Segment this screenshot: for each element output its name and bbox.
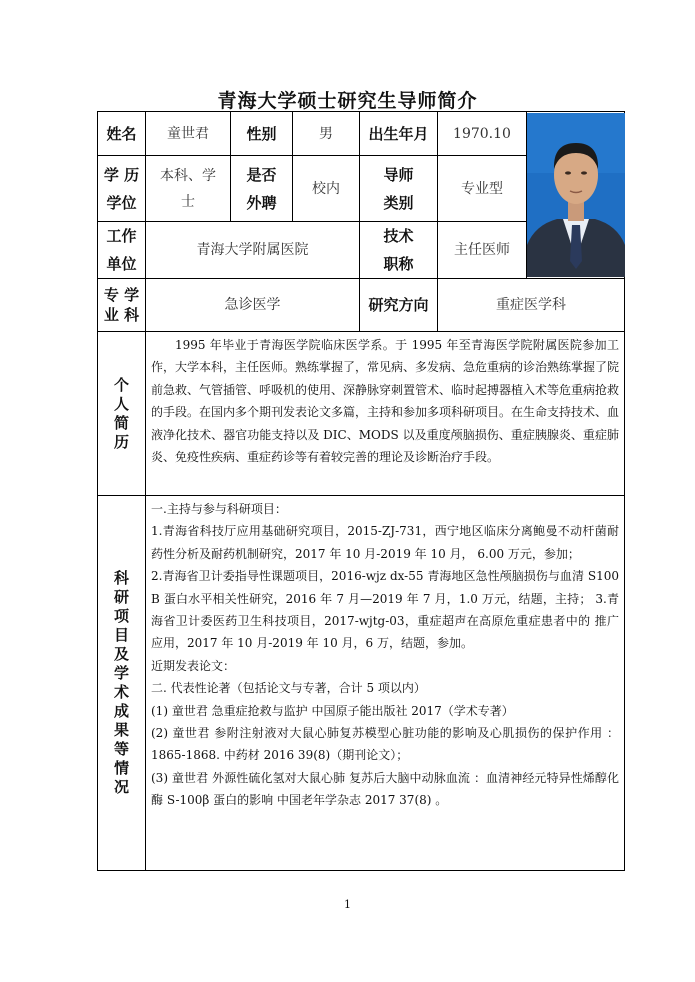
projects-label: 科研项目及学术成果等情况	[98, 496, 146, 871]
projects-line: 近期发表论文：	[151, 658, 236, 673]
tech-title-value: 主任医师	[438, 222, 527, 279]
gender-label: 性别	[231, 112, 293, 156]
major-label: 专 学 业 科	[98, 279, 146, 332]
external-value: 校内	[293, 156, 360, 222]
major-value: 急诊医学	[146, 279, 360, 332]
birth-label: 出生年月	[360, 112, 438, 156]
supervisor-type-value: 专业型	[438, 156, 527, 222]
projects-content	[146, 496, 625, 871]
tech-title-label: 技术 职称	[360, 222, 438, 279]
profile-table	[97, 111, 625, 871]
row-major	[98, 279, 625, 332]
name-value: 童世君	[146, 112, 231, 156]
research-direction-value: 重症医学科	[438, 279, 625, 332]
birth-value: 1970.10	[438, 112, 527, 156]
education-label: 学 历 学位	[98, 156, 146, 222]
education-value: 本科、学士	[146, 156, 231, 222]
work-unit-value: 青海大学附属医院	[146, 222, 360, 279]
projects-line: (3) 童世君 外源性硫化氢对大鼠心肺 复苏后大脑中动脉血流 ：血清神经元特异性烯醇化酶 S-100β 蛋白的影响 中国老年学杂志 2017 37(8) 。	[151, 770, 619, 808]
resume-text: 1995 年毕业于青海医学院临床医学系。于 1995 年至青海医学院附属医院参加工作，大学本科，主任医师。熟练掌握了，常见病、多发病、急危重病的诊治熟练掌握了院前急救、气管插管、呼吸机的使用、深静脉穿刺置管术、临时起搏器植入术等危重病抢救的手段。在国内多个期刊发表论文多篇，主持和参加多项科研项目。在生命支持技术、血液净化技术、器官功能支持以及 DIC、MODS 以及重度颅脑损伤、重症胰腺炎、重症肺炎、免疫性疾病、重症药诊等有着较完善的理论及诊断治疗手段。	[146, 332, 625, 496]
projects-line: 1.青海省科技厅应用基础研究项目，2015-ZJ-731，西宁地区临床分离鲍曼不动杆菌耐 药性分析及耐药机制研究，2017 年 10 月-2019 年 10 月， 6.00 万元，参加；	[151, 524, 619, 561]
name-label: 姓名	[98, 112, 146, 156]
work-unit-label: 工作 单位	[98, 222, 146, 279]
row-projects	[98, 496, 625, 871]
portrait-photo	[527, 113, 625, 277]
projects-line: 二. 代表性论著（包括论文与专著，合计 5 项以内）	[151, 681, 426, 696]
photo-cell	[527, 112, 625, 279]
gender-value: 男	[293, 112, 360, 156]
external-label: 是否 外聘	[231, 156, 293, 222]
projects-line: (2) 童世君 参附注射液对大鼠心肺复苏模型心脏功能的影响及心肌损伤的保护作用 ：1865-1868. 中药材 2016 39(8)（期刊论文）；	[151, 726, 619, 763]
projects-line: (1) 童世君 急重症抢救与监护 中国原子能出版社 2017（学术专著）	[151, 703, 514, 718]
row-resume	[98, 332, 625, 496]
resume-label: 个人简历	[98, 332, 146, 496]
projects-line: 2.青海省卫计委指导性课题项目，2016-wjz dx-55 青海地区急性颅脑损伤与血清 S100 B 蛋白水平相关性研究，2016 年 7 月—2019 年 7 月，1.0 万元，结题，主持； 3.青海省卫计委医药卫生科技项目，2017-wjtg-03，重症超声在高原危重症患者中的 推广应用，2017 年 10 月-2019 年 10 月，6 万，结题，参加。	[151, 569, 619, 651]
row-basic	[98, 112, 625, 156]
page-title: 青海大学硕士研究生导师简介	[217, 90, 478, 112]
projects-line: 一.主持与参与科研项目：	[151, 502, 287, 516]
research-direction-label: 研究方向	[360, 279, 438, 332]
page-number: 1	[344, 898, 351, 911]
supervisor-type-label: 导师 类别	[360, 156, 438, 222]
